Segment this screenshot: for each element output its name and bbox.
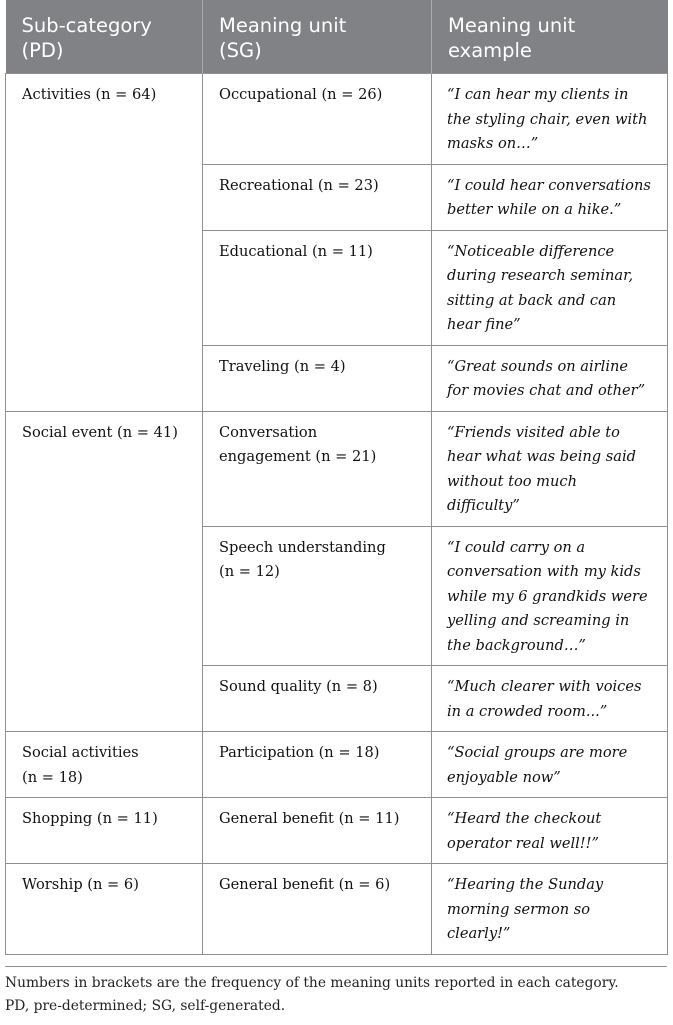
example-quote-line: “Heard the checkout <box>447 810 602 827</box>
example-quote-line: in a crowded room...” <box>447 702 608 720</box>
meaning-unit-cell <box>203 411 432 526</box>
example-quote-line: yelling and screaming in <box>447 612 630 629</box>
example-quote-line: clearly!” <box>447 925 511 942</box>
meaning-unit-label: Speech understanding <box>219 538 386 556</box>
subcategory-cell <box>6 732 203 798</box>
meaning-unit-cell <box>203 864 432 955</box>
example-quote-line: without too much <box>447 472 577 490</box>
example-quote-cell <box>432 732 668 798</box>
example-quote-cell <box>432 230 668 345</box>
example-quote-cell <box>432 526 668 666</box>
subcategory-cell <box>6 864 203 955</box>
header-text: example <box>448 39 532 62</box>
table-row <box>6 732 668 798</box>
example-quote-line: enjoyable now” <box>447 768 561 786</box>
example-quote-line: “Hearing the Sunday <box>447 876 604 893</box>
subcategory-label: Worship (n = 6) <box>22 876 139 893</box>
example-quote-cell <box>432 345 668 411</box>
meaning-unit-label: engagement (n = 21) <box>219 448 377 465</box>
table-header <box>6 0 668 74</box>
subcategory-label: Social event (n = 41) <box>22 423 178 441</box>
meaning-unit-label: Sound quality (n = 8) <box>219 678 378 695</box>
example-quote-line: “Much clearer with voices <box>447 678 642 695</box>
meaning-unit-cell <box>203 732 432 798</box>
example-quote-cell <box>432 164 668 230</box>
subcategory-cell <box>6 798 203 864</box>
header-example <box>432 0 668 74</box>
results-table-container <box>5 0 667 955</box>
subcategory-label: Shopping (n = 11) <box>22 810 158 827</box>
header-meaning-unit <box>203 0 432 74</box>
meaning-unit-cell <box>203 798 432 864</box>
header-text: Meaning unit <box>219 14 347 37</box>
example-quote-line: “I could hear conversations <box>447 176 651 194</box>
example-quote-line: “Social groups are more <box>447 744 628 761</box>
header-row <box>6 0 668 74</box>
header-text: Sub-category <box>21 14 152 37</box>
meaning-unit-label: Occupational (n = 26) <box>219 86 383 103</box>
example-quote-cell <box>432 864 668 955</box>
header-text: (PD) <box>21 39 64 62</box>
example-quote-line: “I can hear my clients in <box>447 86 629 103</box>
example-quote-line: for movies chat and other” <box>447 382 646 399</box>
example-quote-line: while my 6 grandkids were <box>447 587 648 605</box>
example-quote-cell <box>432 798 668 864</box>
meaning-unit-label: (n = 12) <box>219 563 280 580</box>
example-quote-line: the styling chair, even with <box>447 110 648 128</box>
footnote-line: PD, pre-determined; SG, self-generated. <box>5 998 286 1014</box>
meaning-unit-cell <box>203 526 432 666</box>
meaning-unit-cell <box>203 74 432 165</box>
example-quote-line: hear fine” <box>447 316 521 333</box>
table-body <box>6 74 668 955</box>
example-quote-line: “Great sounds on airline <box>447 357 629 375</box>
table-footnote <box>5 972 667 1018</box>
meaning-unit-cell <box>203 230 432 345</box>
subcategory-label: (n = 18) <box>22 768 83 786</box>
example-quote-line: operator real well!!” <box>447 834 599 852</box>
example-quote-line: “Friends visited able to <box>447 423 620 441</box>
footnote-divider <box>5 966 667 967</box>
meaning-unit-label: Participation (n = 18) <box>219 744 380 761</box>
example-quote-line: morning sermon so <box>447 900 591 918</box>
header-subcategory <box>6 0 203 74</box>
example-quote-line: during research seminar, <box>447 267 634 284</box>
meaning-unit-cell <box>203 345 432 411</box>
example-quote-line: “I could carry on a <box>447 538 586 556</box>
header-text: Meaning unit <box>448 14 576 37</box>
meaning-unit-label: General benefit (n = 11) <box>219 810 400 827</box>
meaning-unit-cell <box>203 164 432 230</box>
table-row <box>6 798 668 864</box>
footnote-line: Numbers in brackets are the frequency of the meaning units reported in each category. <box>5 975 619 991</box>
header-text: (SG) <box>219 39 262 62</box>
table-row <box>6 411 668 526</box>
subcategory-label: Social activities <box>22 744 139 761</box>
example-quote-line: sitting at back and can <box>447 291 617 309</box>
meaning-unit-label: General benefit (n = 6) <box>219 876 391 893</box>
example-quote-line: better while on a hike.” <box>447 201 622 218</box>
example-quote-line: the background…” <box>447 636 586 654</box>
example-quote-line: masks on…” <box>447 135 539 152</box>
table-row <box>6 74 668 165</box>
example-quote-line: hear what was being said <box>447 448 636 465</box>
example-quote-cell <box>432 666 668 732</box>
table-row <box>6 864 668 955</box>
example-quote-cell <box>432 411 668 526</box>
subcategory-cell <box>6 74 203 412</box>
example-quote-line: “Noticeable difference <box>447 242 615 260</box>
example-quote-line: conversation with my kids <box>447 563 641 580</box>
meaning-unit-label: Educational (n = 11) <box>219 242 373 260</box>
meaning-unit-label: Recreational (n = 23) <box>219 176 379 194</box>
subcategory-cell <box>6 411 203 732</box>
example-quote-cell <box>432 74 668 165</box>
meaning-unit-label: Conversation <box>219 423 318 441</box>
meaning-units-table <box>5 0 668 955</box>
example-quote-line: difficulty” <box>447 497 520 514</box>
subcategory-label: Activities (n = 64) <box>22 86 157 103</box>
meaning-unit-label: Traveling (n = 4) <box>219 357 346 375</box>
meaning-unit-cell <box>203 666 432 732</box>
